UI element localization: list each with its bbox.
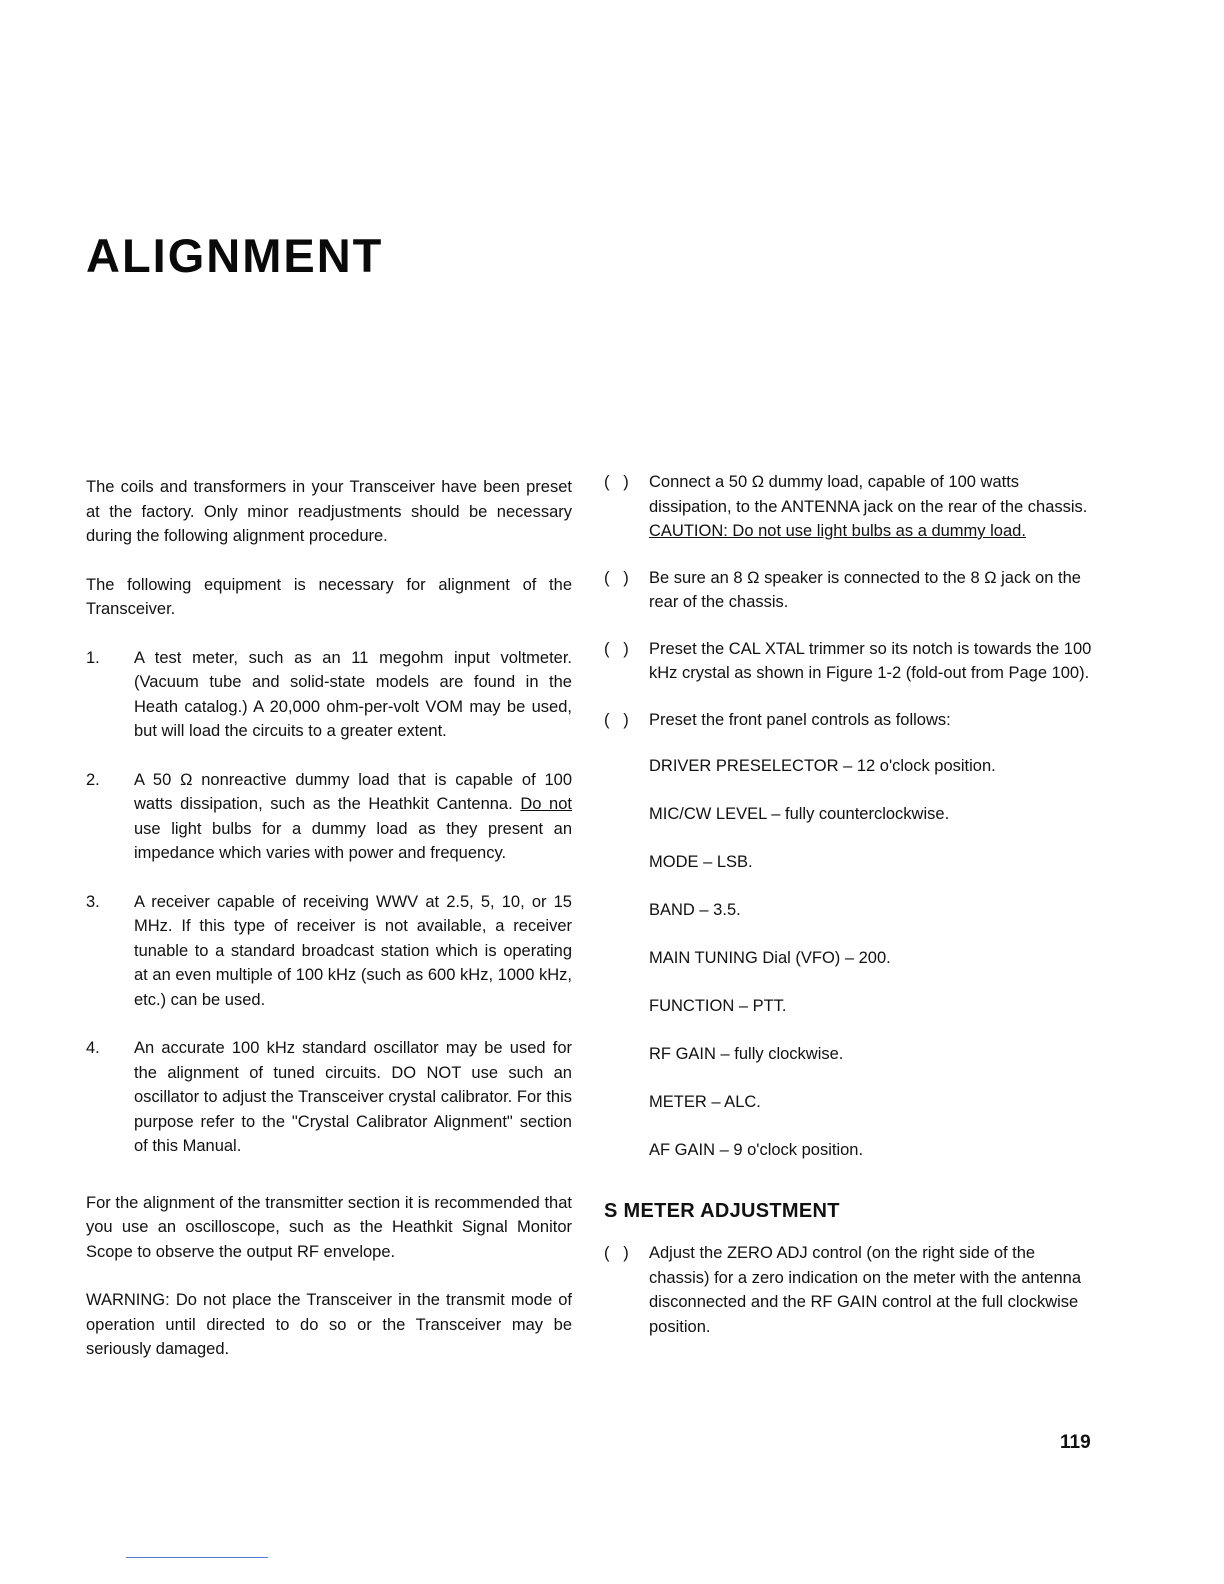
list-number: 4.: [86, 1039, 100, 1057]
decorative-rule: [126, 1557, 268, 1558]
equipment-list: [86, 646, 572, 1159]
checkbox[interactable]: ( ): [604, 1244, 629, 1262]
transmitter-paragraph: For the alignment of the transmitter section it is recommended that you use an oscilloscope, such as the Heathkit Signal Monitor Scope to observe the output RF envelope.: [86, 1193, 572, 1261]
control-setting: MODE – LSB.: [649, 853, 753, 871]
checkbox[interactable]: ( ): [604, 568, 629, 587]
caution-text: CAUTION: Do not use light bulbs as a dummy load.: [649, 522, 1026, 540]
warning-paragraph: WARNING: Do not place the Transceiver in the transmit mode of operation until directed to do so or the Transceiver may be seriously damaged.: [86, 1291, 572, 1358]
step-text: Be sure an 8 Ω speaker is connected to the 8 Ω jack on the rear of the chassis.: [649, 568, 1081, 611]
list-item: [86, 1036, 572, 1159]
step-speaker: [604, 566, 1094, 615]
list-text: [134, 768, 572, 866]
checkbox[interactable]: ( ): [604, 710, 629, 729]
right-column: [604, 470, 1094, 1361]
list-number: 3.: [86, 892, 100, 911]
control-setting: AF GAIN – 9 o'clock position.: [649, 1141, 864, 1159]
step-text-main: Connect a 50 Ω dummy load, capable of 100 watts dissipation, to the ANTENNA jack on the rear of the chassis.: [649, 473, 1088, 516]
page-number: 119: [1060, 1432, 1091, 1453]
control-setting: MIC/CW LEVEL – fully counterclockwise.: [649, 805, 950, 823]
step-cal-xtal: [604, 637, 1094, 686]
step-text: Preset the front panel controls as follows:: [649, 710, 951, 729]
step-dummy-load: [604, 470, 1094, 544]
control-setting: DRIVER PRESELECTOR – 12 o'clock position.: [649, 757, 996, 775]
control-settings-list: [649, 754, 1094, 1163]
step-zero-adj: [604, 1241, 1094, 1339]
underlined-do-not: Do not: [520, 795, 572, 813]
page-title: ALIGNMENT: [86, 229, 384, 282]
left-column: [86, 475, 572, 1362]
checkbox[interactable]: ( ): [604, 473, 629, 491]
list-number: 2.: [86, 770, 100, 789]
list-number: 1.: [86, 648, 100, 667]
list-text-post: use light bulbs for a dummy load as they present an impedance which varies with power and frequency.: [134, 819, 572, 862]
step-front-panel: [604, 708, 1094, 733]
step-text: [649, 470, 1094, 544]
list-text: A receiver capable of receiving WWV at 2.5, 5, 10, or 15 MHz. If this type of receiver is not available, a receiver tunable to a standard broadcast station which is operating at an even multiple of 100 kHz (such as 600 kHz, 1000 kHz, etc.) can be used.: [134, 892, 572, 1009]
control-setting: BAND – 3.5.: [649, 901, 741, 919]
list-text-pre: A 50 Ω nonreactive dummy load that is capable of 100 watts dissipation, such as the Heathkit Cantenna.: [134, 770, 572, 813]
control-setting: FUNCTION – PTT.: [649, 997, 787, 1015]
list-item: [86, 768, 572, 866]
list-text: An accurate 100 kHz standard oscillator may be used for the alignment of tuned circuits. DO NOT use such an oscillator to adjust the Transceiver crystal calibrator. For this purpose refer to the "Crystal Calibrator Alignment" section of this Manual.: [134, 1039, 572, 1155]
list-item: [86, 646, 572, 744]
list-item: [86, 890, 572, 1013]
checkbox[interactable]: ( ): [604, 639, 629, 658]
list-text: A test meter, such as an 11 megohm input voltmeter. (Vacuum tube and solid-state models are found in the Heath catalog.) A 20,000 ohm-per-volt VOM may be used, but will load the circuits to a greater extent.: [134, 648, 572, 740]
equipment-intro: The following equipment is necessary for alignment of the Transceiver.: [86, 575, 572, 618]
step-text: Preset the CAL XTAL trimmer so its notch is towards the 100 kHz crystal as shown in Figure 1-2 (fold-out from Page 100).: [649, 639, 1092, 682]
section-heading: S METER ADJUSTMENT: [604, 1199, 840, 1222]
control-setting: METER – ALC.: [649, 1093, 761, 1111]
step-text: Adjust the ZERO ADJ control (on the right side of the chassis) for a zero indication on the meter with the antenna disconnected and the RF GAIN control at the full clockwise position.: [649, 1244, 1081, 1336]
intro-paragraph: The coils and transformers in your Transceiver have been preset at the factory. Only minor readjustments should be necessary during the following alignment procedure.: [86, 478, 572, 545]
control-setting: RF GAIN – fully clockwise.: [649, 1045, 844, 1063]
control-setting: MAIN TUNING Dial (VFO) – 200.: [649, 949, 891, 967]
